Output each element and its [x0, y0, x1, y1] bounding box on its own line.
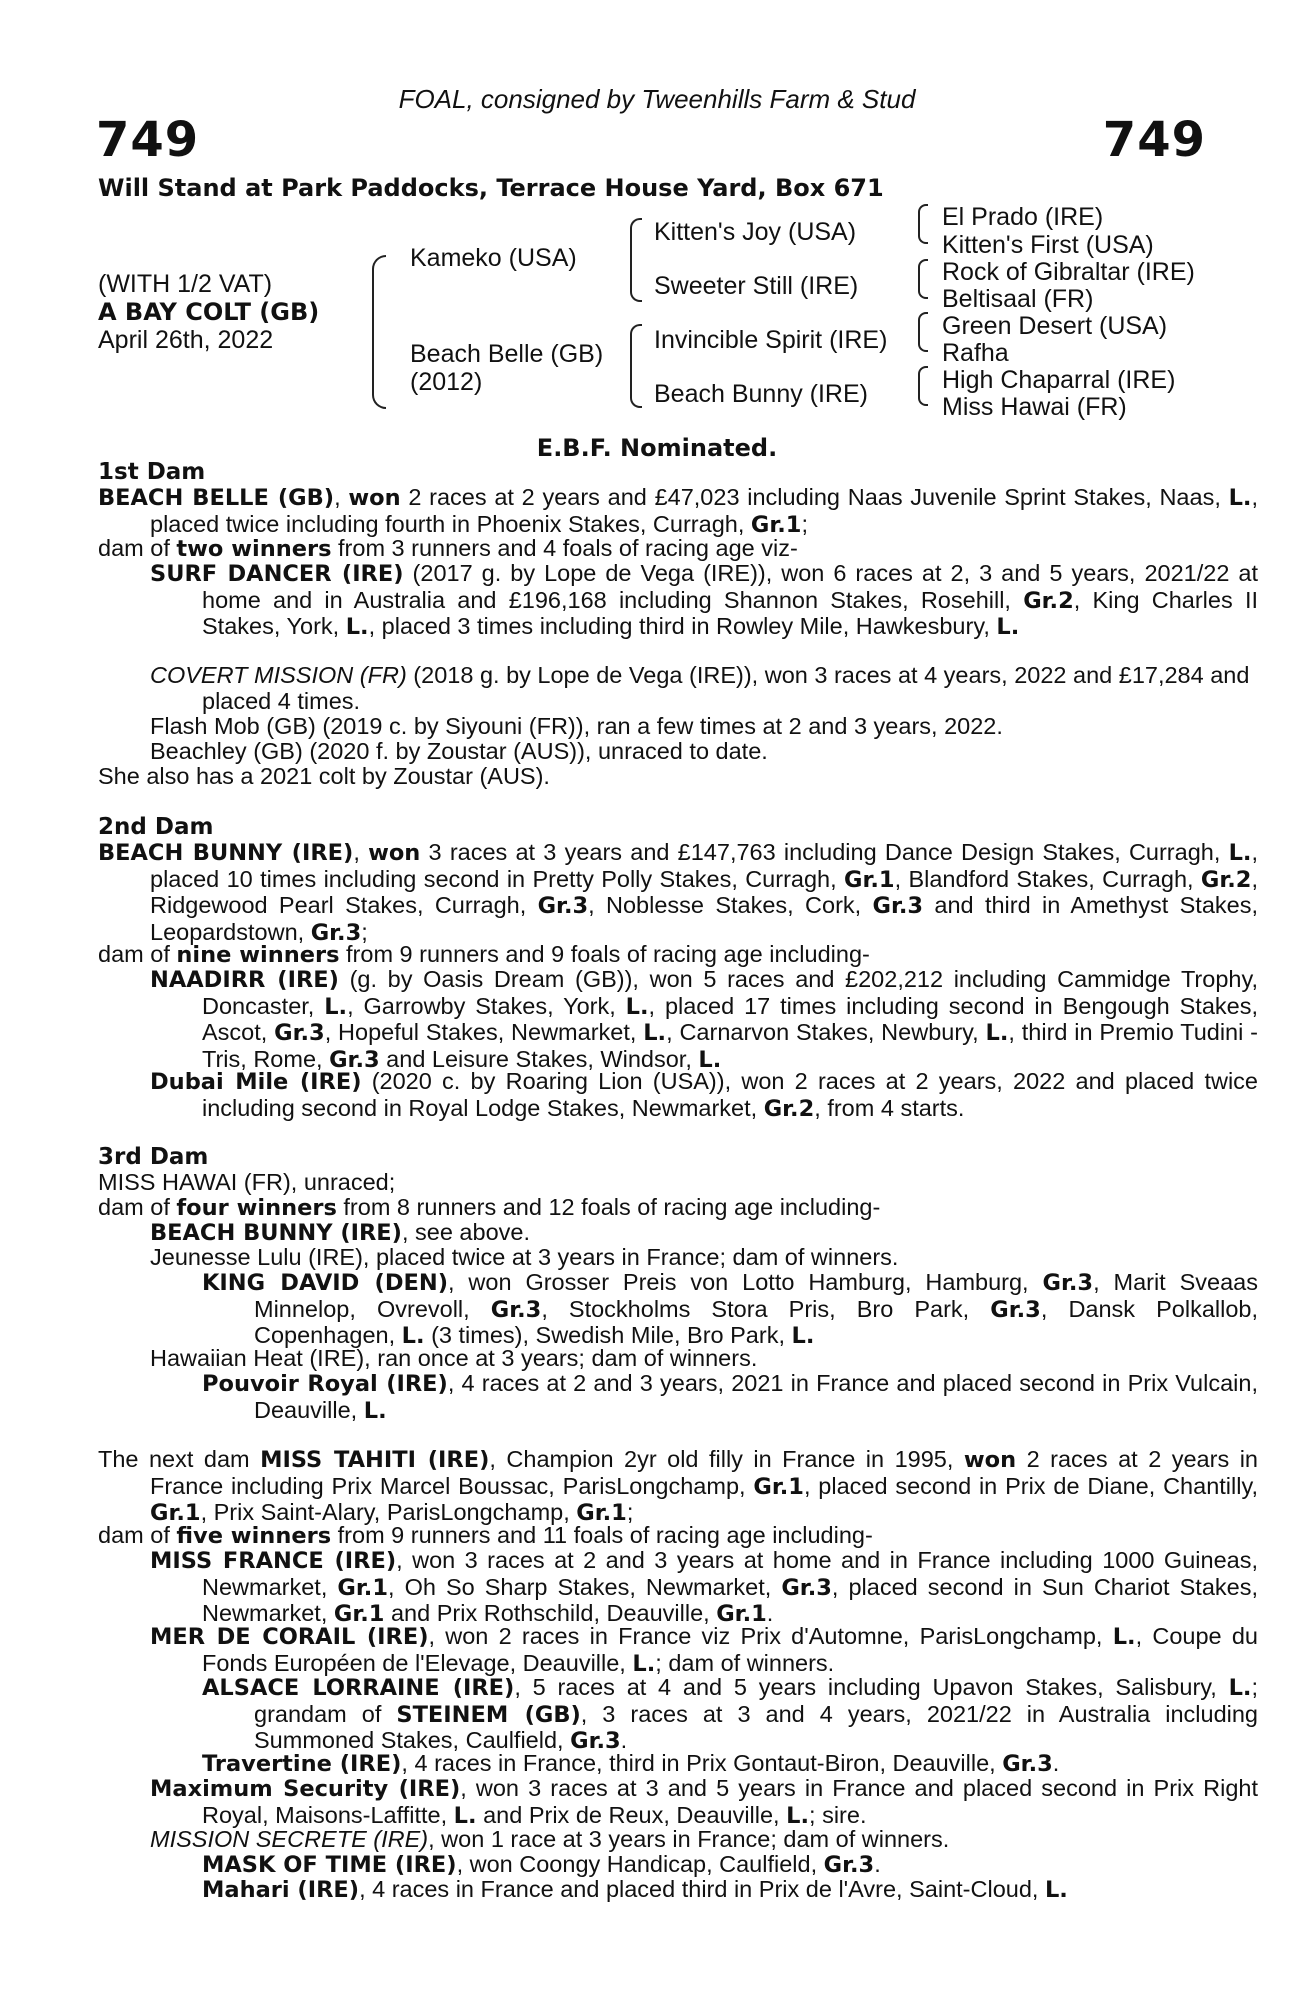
produce-entry: MISS FRANCE (IRE), won 3 races at 2 and 3 years at home and in France including 1000 Guineas, Newmarket, Gr.1, Oh So Sharp Stakes, Newmarket, Gr.3, placed second in Sun Chariot Stakes, Newmarket, Gr.1 and Prix Rothschild, Deauville, Gr.1.	[150, 1547, 1258, 1627]
third-dam-heading: 3rd Dam	[98, 1144, 209, 1170]
produce-entry: BEACH BUNNY (IRE), see above.	[150, 1219, 530, 1246]
dam-sire: Invincible Spirit (IRE)	[654, 326, 888, 354]
third-dam-entry: MISS HAWAI (FR), unraced;	[98, 1169, 396, 1195]
ancestor-1: El Prado (IRE)	[942, 203, 1104, 231]
pedigree-brace	[630, 218, 642, 302]
first-dam-produce-summary: dam of two winners from 3 runners and 4 foals of racing age viz-	[98, 535, 798, 562]
dam-year: (2012)	[410, 368, 483, 396]
consignor-line: FOAL, consigned by Tweenhills Farm & Stud	[398, 84, 916, 114]
produce-note: She also has a 2021 colt by Zoustar (AUS).	[98, 763, 550, 789]
produce-entry: ALSACE LORRAINE (IRE), 5 races at 4 and 5 years including Upavon Stakes, Salisbury, L.; grandam of STEINEM (GB), 3 races at 3 and 4 years, 2021/22 in Australia including Summoned Stakes, Caulfield, Gr.3.	[202, 1674, 1258, 1754]
produce-entry: Hawaiian Heat (IRE), ran once at 3 years; dam of winners.	[150, 1345, 758, 1371]
sire-sire: Kitten's Joy (USA)	[654, 218, 857, 246]
ancestor-7: High Chaparral (IRE)	[942, 366, 1176, 394]
produce-entry: KING DAVID (DEN), won Grosser Preis von Lotto Hamburg, Hamburg, Gr.3, Marit Sveaas Minnelop, Ovrevoll, Gr.3, Stockholms Stora Pris, Bro Park, Gr.3, Dansk Polkallob, Copenhagen, L. (3 times), Swedish Mile, Bro Park, L.	[202, 1269, 1259, 1349]
produce-entry: Mahari (IRE), 4 races in France and placed third in Prix de l'Avre, Saint-Cloud, L.	[202, 1876, 1068, 1903]
stand-location: Will Stand at Park Paddocks, Terrace House Yard, Box 671	[98, 174, 884, 202]
pedigree-brace	[630, 324, 642, 408]
produce-entry: NAADIRR (IRE) (g. by Oasis Dream (GB)), won 5 races and £202,212 including Cammidge Trophy, Doncaster, L., Garrowby Stakes, York, L., placed 17 times including second in Bengough Stakes, Ascot, Gr.3, Hopeful Stakes, Newmarket, L., Carnarvon Stakes, Newbury, L., third in Premio Tudini - Tris, Rome, Gr.3 and Leisure Stakes, Windsor, L.	[150, 966, 1259, 1073]
lot-number-right: 749	[1102, 112, 1206, 168]
horse-name: A BAY COLT (GB)	[98, 298, 320, 326]
second-dam-produce-summary: dam of nine winners from 9 runners and 9 foals of racing age including-	[98, 941, 870, 968]
sire-dam: Sweeter Still (IRE)	[654, 272, 859, 300]
next-dam-entry: The next dam MISS TAHITI (IRE), Champion 2yr old filly in France in 1995, won 2 races at 2 years in France including Prix Marcel Boussac, ParisLongchamp, Gr.1, placed second in Prix de Diane, Chantilly, Gr.1, Prix Saint-Alary, ParisLongchamp, Gr.1;	[98, 1446, 1258, 1526]
produce-entry: COVERT MISSION (FR) (2018 g. by Lope de Vega (IRE)), won 3 races at 4 years, 2022 and £17,284 and placed 4 times.	[150, 662, 1250, 714]
ancestor-6: Rafha	[942, 339, 1009, 367]
produce-entry: MER DE CORAIL (IRE), won 2 races in France viz Prix d'Automne, ParisLongchamp, L., Coupe du Fonds Européen de l'Elevage, Deauville, L.; dam of winners.	[150, 1623, 1258, 1677]
ancestor-2: Kitten's First (USA)	[942, 231, 1154, 259]
foaling-date: April 26th, 2022	[98, 326, 274, 354]
produce-entry: MISSION SECRETE (IRE), won 1 race at 3 years in France; dam of winners.	[150, 1826, 950, 1852]
pedigree-brace	[372, 255, 386, 409]
produce-entry: Pouvoir Royal (IRE), 4 races at 2 and 3 years, 2021 in France and placed second in Prix Vulcain, Deauville, L.	[202, 1370, 1258, 1424]
ancestor-5: Green Desert (USA)	[942, 312, 1168, 340]
second-dam-entry: BEACH BUNNY (IRE), won 3 races at 3 years and £147,763 including Dance Design Stakes, Curragh, L., placed 10 times including second in Pretty Polly Stakes, Curragh, Gr.1, Blandford Stakes, Curragh, Gr.2, Ridgewood Pearl Stakes, Curragh, Gr.3, Noblesse Stakes, Cork, Gr.3 and third in Amethyst Stakes, Leopardstown, Gr.3;	[98, 839, 1258, 946]
produce-entry: Beachley (GB) (2020 f. by Zoustar (AUS)), unraced to date.	[150, 738, 768, 764]
produce-entry: Flash Mob (GB) (2019 c. by Siyouni (FR)), ran a few times at 2 and 3 years, 2022.	[150, 713, 1003, 739]
dam-dam: Beach Bunny (IRE)	[654, 380, 868, 408]
ancestor-8: Miss Hawai (FR)	[942, 393, 1127, 421]
produce-entry: SURF DANCER (IRE) (2017 g. by Lope de Vega (IRE)), won 6 races at 2, 3 and 5 years, 2021/22 at home and in Australia and £196,168 including Shannon Stakes, Rosehill, Gr.2, King Charles II Stakes, York, L., placed 3 times including third in Rowley Mile, Hawkesbury, L.	[150, 560, 1259, 640]
produce-entry: Travertine (IRE), 4 races in France, third in Prix Gontaut-Biron, Deauville, Gr.3.	[202, 1750, 1060, 1777]
vat-note: (WITH 1/2 VAT)	[98, 270, 273, 298]
ancestor-4: Beltisaal (FR)	[942, 285, 1094, 313]
ebf-nominated: E.B.F. Nominated.	[536, 434, 778, 462]
pedigree-brace	[918, 204, 928, 244]
pedigree-brace	[918, 312, 928, 352]
first-dam-entry: BEACH BELLE (GB), won 2 races at 2 years and £47,023 including Naas Juvenile Sprint Stakes, Naas, L., placed twice including fourth in Phoenix Stakes, Curragh, Gr.1;	[98, 484, 1258, 538]
first-dam-heading: 1st Dam	[98, 459, 206, 485]
third-dam-produce-summary: dam of four winners from 8 runners and 12 foals of racing age including-	[98, 1194, 881, 1221]
sire-name: Kameko (USA)	[410, 244, 577, 272]
produce-entry: MASK OF TIME (IRE), won Coongy Handicap, Caulfield, Gr.3.	[202, 1851, 881, 1878]
produce-entry: Dubai Mile (IRE) (2020 c. by Roaring Lion (USA)), won 2 races at 2 years, 2022 and placed twice including second in Royal Lodge Stakes, Newmarket, Gr.2, from 4 starts.	[150, 1068, 1258, 1122]
pedigree-brace	[918, 259, 928, 299]
second-dam-heading: 2nd Dam	[98, 814, 214, 840]
produce-entry: Jeunesse Lulu (IRE), placed twice at 3 years in France; dam of winners.	[150, 1244, 899, 1270]
pedigree-brace	[918, 366, 928, 406]
ancestor-3: Rock of Gibraltar (IRE)	[942, 258, 1195, 286]
produce-entry: Maximum Security (IRE), won 3 races at 3 and 5 years in France and placed second in Prix Right Royal, Maisons-Laffitte, L. and Prix de Reux, Deauville, L.; sire.	[150, 1775, 1259, 1829]
next-dam-produce-summary: dam of five winners from 9 runners and 11 foals of racing age including-	[98, 1522, 873, 1549]
lot-number-left: 749	[96, 112, 200, 168]
dam-name: Beach Belle (GB)	[410, 340, 604, 368]
